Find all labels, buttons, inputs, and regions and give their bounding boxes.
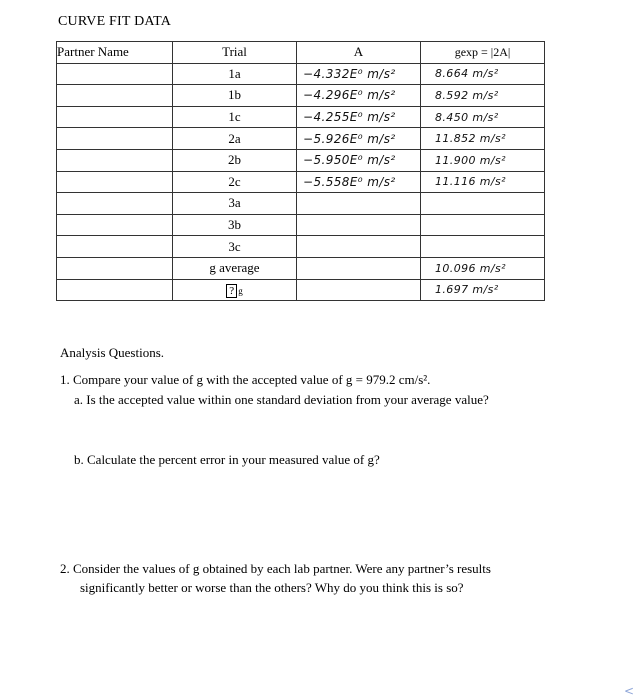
a-value-cell[interactable]: −5.950E⁰ m/s² bbox=[297, 149, 421, 171]
question-2-line2: significantly better or worse than the others? Why do you think this is so? bbox=[80, 580, 464, 595]
header-gexp: gexp = |2A| bbox=[421, 42, 545, 64]
trial-cell: 3c bbox=[173, 236, 297, 258]
trial-cell: 2c bbox=[173, 171, 297, 193]
question-2-line1: 2. Consider the values of g obtained by each lab partner. Were any partner’s results bbox=[60, 561, 491, 576]
table-row bbox=[57, 106, 545, 128]
partner-cell[interactable] bbox=[57, 85, 173, 107]
trial-cell: 1b bbox=[173, 85, 297, 107]
stddev-row bbox=[57, 279, 545, 301]
question-1a: a. Is the accepted value within one standard deviation from your average value? bbox=[74, 392, 489, 407]
header-trial: Trial bbox=[173, 42, 297, 64]
partner-cell[interactable] bbox=[57, 171, 173, 193]
partner-cell[interactable] bbox=[57, 193, 173, 215]
partner-cell[interactable] bbox=[57, 149, 173, 171]
average-value[interactable]: 10.096 m/s² bbox=[421, 257, 545, 279]
table-row bbox=[57, 171, 545, 193]
chevron-left-icon[interactable]: < bbox=[623, 684, 634, 698]
partner-cell[interactable] bbox=[57, 63, 173, 85]
a-value-cell[interactable]: −5.558E⁰ m/s² bbox=[297, 171, 421, 193]
gexp-value-cell[interactable]: 11.900 m/s² bbox=[421, 149, 545, 171]
table-row bbox=[57, 63, 545, 85]
average-row bbox=[57, 257, 545, 279]
partner-cell[interactable] bbox=[57, 214, 173, 236]
trial-cell: 2b bbox=[173, 149, 297, 171]
a-value-cell[interactable] bbox=[297, 193, 421, 215]
table-row bbox=[57, 193, 545, 215]
average-label: g average bbox=[173, 257, 297, 279]
gexp-value-cell[interactable] bbox=[421, 193, 545, 215]
a-value-cell[interactable] bbox=[297, 257, 421, 279]
partner-cell[interactable] bbox=[57, 236, 173, 258]
question-1b: b. Calculate the percent error in your measured value of g? bbox=[74, 452, 380, 467]
a-value-cell[interactable] bbox=[297, 236, 421, 258]
a-value-cell[interactable]: −4.296E⁰ m/s² bbox=[297, 85, 421, 107]
gexp-value-cell[interactable]: 8.664 m/s² bbox=[421, 63, 545, 85]
stddev-label-cell bbox=[173, 279, 297, 301]
trial-cell: 2a bbox=[173, 128, 297, 150]
partner-cell[interactable] bbox=[57, 257, 173, 279]
table-row bbox=[57, 149, 545, 171]
gexp-value-cell[interactable]: 8.450 m/s² bbox=[421, 106, 545, 128]
partner-cell[interactable] bbox=[57, 279, 173, 301]
partner-cell[interactable] bbox=[57, 128, 173, 150]
a-value-cell[interactable]: −5.926E⁰ m/s² bbox=[297, 128, 421, 150]
header-partner-name: Partner Name bbox=[57, 42, 173, 64]
stddev-subscript: g bbox=[238, 285, 243, 296]
trial-cell: 3b bbox=[173, 214, 297, 236]
table-row bbox=[57, 128, 545, 150]
table-header-row bbox=[57, 42, 545, 64]
a-value-cell[interactable] bbox=[297, 214, 421, 236]
analysis-title: Analysis Questions. bbox=[60, 345, 164, 360]
page-title: CURVE FIT DATA bbox=[58, 14, 172, 29]
gexp-value-cell[interactable]: 8.592 m/s² bbox=[421, 85, 545, 107]
gexp-value-cell[interactable] bbox=[421, 214, 545, 236]
gexp-value-cell[interactable]: 11.852 m/s² bbox=[421, 128, 545, 150]
stddev-value[interactable]: 1.697 m/s² bbox=[421, 279, 545, 301]
gexp-value-cell[interactable]: 11.116 m/s² bbox=[421, 171, 545, 193]
trial-cell: 1c bbox=[173, 106, 297, 128]
trial-cell: 3a bbox=[173, 193, 297, 215]
header-a: A bbox=[297, 42, 421, 64]
partner-cell[interactable] bbox=[57, 106, 173, 128]
table-row bbox=[57, 236, 545, 258]
trial-cell: 1a bbox=[173, 63, 297, 85]
table-row bbox=[57, 214, 545, 236]
unknown-symbol-icon: ? bbox=[226, 284, 237, 298]
curve-fit-table bbox=[56, 41, 545, 301]
table-row bbox=[57, 85, 545, 107]
gexp-value-cell[interactable] bbox=[421, 236, 545, 258]
a-value-cell[interactable]: −4.255E⁰ m/s² bbox=[297, 106, 421, 128]
a-value-cell[interactable] bbox=[297, 279, 421, 301]
question-1: 1. Compare your value of g with the accepted value of g = 979.2 cm/s². bbox=[60, 372, 431, 387]
a-value-cell[interactable]: −4.332E⁰ m/s² bbox=[297, 63, 421, 85]
